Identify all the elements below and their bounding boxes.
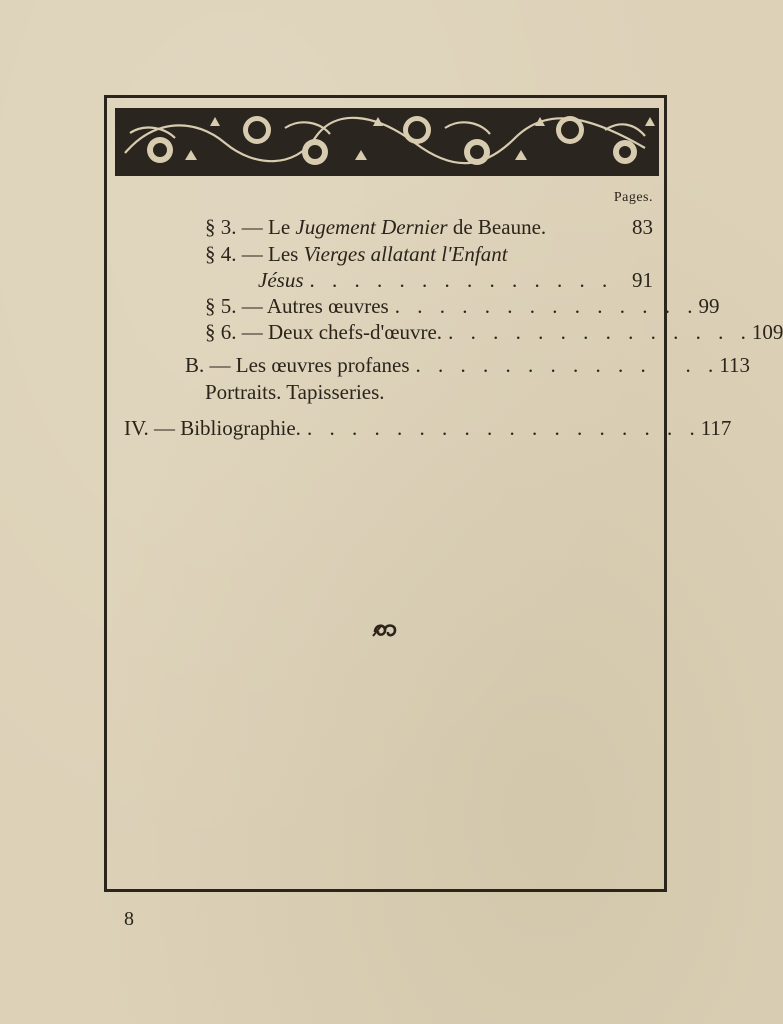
entry-prefix: § 6. — Deux chefs-d'œuvre. [205, 320, 443, 344]
toc-entry [185, 352, 751, 378]
entry-prefix: § 5. — Autres œuvres [205, 294, 389, 318]
entry-page-number: 109 [751, 320, 783, 344]
toc-entry [205, 214, 653, 240]
entry-prefix: Portraits. Tapisseries. [205, 380, 385, 404]
entry-prefix: § 4. — Les [205, 242, 304, 266]
toc-entry [205, 293, 720, 319]
toc-entry [205, 379, 653, 405]
toc-entry [205, 319, 783, 345]
pages-column-label: Pages. [613, 190, 653, 205]
entry-page-number: 113 [719, 353, 751, 377]
entry-page-number: 91 [632, 268, 653, 292]
toc-entry [258, 267, 653, 293]
toc-entry [124, 415, 732, 441]
leader-dots: . . . . . . . . . . . . . . [415, 353, 720, 377]
entry-italic-title: Jésus [258, 268, 304, 292]
fleuron-icon [371, 620, 399, 640]
leader-dots: . . . . . . . . . . . . . . [309, 268, 614, 292]
entry-page-number: 117 [700, 416, 732, 440]
fleuron-ornament [371, 620, 399, 644]
entry-italic-title: Vierges allatant l'Enfant [303, 242, 508, 266]
entry-prefix: B. — Les œuvres profanes [185, 353, 410, 377]
entry-prefix: IV. — Bibliographie. [124, 416, 301, 440]
toc-entry [205, 241, 653, 267]
entry-prefix: § 3. — Le [205, 215, 296, 239]
entry-suffix: de Beaune. [447, 215, 547, 239]
leader-dots: . . . . . . . . . . . . . . [448, 320, 752, 344]
entry-italic-title: Jugement Dernier [295, 215, 448, 239]
entry-page-number: 99 [698, 294, 720, 318]
page-number: 8 [124, 908, 134, 930]
leader-dots: . . . . . . . . . . . . . . . . . . [306, 416, 701, 440]
entry-page-number: 83 [632, 215, 653, 239]
leader-dots: . . . . . . . . . . . . . . [394, 294, 699, 318]
